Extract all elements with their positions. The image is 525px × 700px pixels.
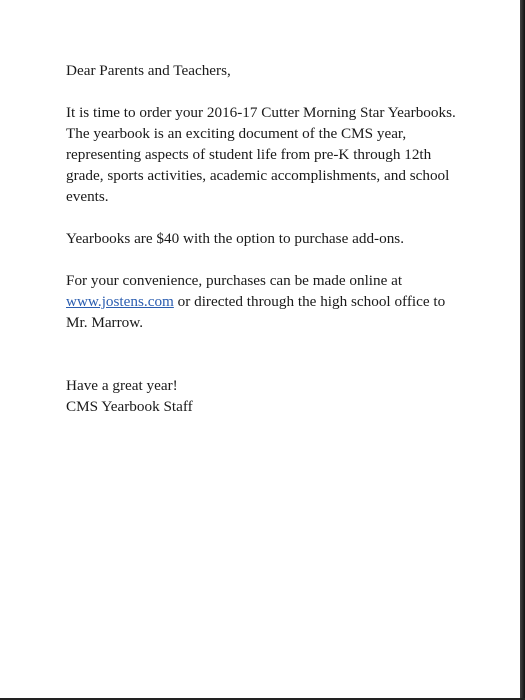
paragraph-price: Yearbooks are $40 with the option to purchase add-ons. <box>66 230 405 247</box>
jostens-link[interactable]: www.jostens.com <box>66 293 174 310</box>
letter-body <box>66 60 466 417</box>
signature: CMS Yearbook Staff <box>66 398 193 415</box>
paragraph-order-yearbooks: It is time to order your 2016-17 Cutter Morning Star Yearbooks. The yearbook is an exciting document of the CMS year, representing aspects of student life from pre-K through 12th grade, sports activities, academic accomplishments, and school events. <box>66 104 456 205</box>
closing-line: Have a great year! <box>66 377 178 394</box>
purchase-text-after-link: or directed through the high school office to Mr. Marrow. <box>66 293 446 331</box>
page-edge-shadow-right <box>520 0 525 700</box>
purchase-text-before-link: For your convenience, purchases can be made online at <box>66 272 403 289</box>
paragraph-purchase-options <box>66 270 466 333</box>
salutation: Dear Parents and Teachers, <box>66 62 231 79</box>
